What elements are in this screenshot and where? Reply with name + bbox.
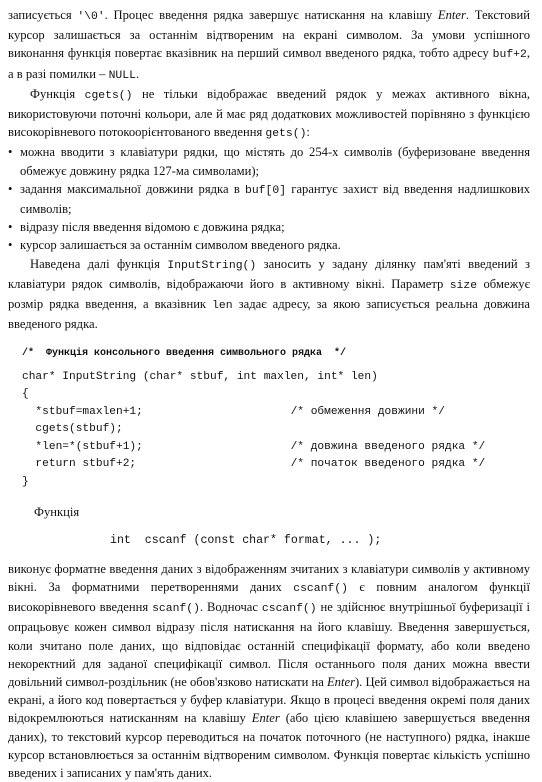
code-line: *len=*(stbuf+1); /* довжина введеного рядка */ <box>22 440 486 453</box>
key-name: Enter <box>251 711 280 726</box>
code-term: size <box>449 279 478 292</box>
code-comment: /* Функція консольного введення символьного рядка */ <box>22 348 347 360</box>
paragraph-2 <box>8 85 530 144</box>
text: відразу після введення відомою є довжина рядка; <box>20 220 285 235</box>
key-name: Enter <box>437 8 466 22</box>
code-term: buf+2 <box>492 49 527 62</box>
code-term: NULL <box>108 69 136 82</box>
text: , а в разі помилки – <box>8 46 530 81</box>
text: ). Цей символ відображається на екрані, а його код повертається у буфер клавіатури. Якщо в процесі введення окремі поля даних відокремлюються натисканням на клавішу <box>8 675 531 726</box>
list-item <box>8 218 530 236</box>
text: курсор залишається за останнім символом введеного рядка. <box>20 238 341 253</box>
text: задання максимальної довжини рядка в <box>20 181 246 196</box>
code-term: len <box>212 300 233 313</box>
code-term: scanf() <box>152 603 200 616</box>
function-label: Функція <box>34 505 80 520</box>
text: гарантує захист від введення надлишкових символів; <box>20 181 530 217</box>
code-term: InputString() <box>167 259 257 272</box>
code-term: cscanf() <box>261 603 317 616</box>
code-line: cgets(stbuf); <box>22 423 123 436</box>
function-declaration: int cscanf (const char* format, ... ); <box>110 533 382 547</box>
text: записується <box>8 8 78 22</box>
code-term: gets() <box>265 128 307 141</box>
text: . Водночас <box>199 600 262 615</box>
list-item <box>8 236 530 254</box>
text: . Текстовий курсор залишається за останнім відтвореним на екрані символом. За умови успішного виконання функція повертає вказівник на перший символ введеного рядка, тобто адресу <box>8 8 530 61</box>
code-term: buf[0] <box>245 184 287 197</box>
text: : <box>306 125 310 140</box>
paragraph-4 <box>8 560 530 782</box>
text: . <box>135 66 140 81</box>
code-listing <box>22 345 530 491</box>
list-item <box>8 180 530 218</box>
code-term: cscanf() <box>293 583 348 596</box>
code-line: char* InputString (char* stbuf, int maxlen, int* len) <box>22 370 378 383</box>
text: не тільки відображає введений рядок у межах активного вікна, використовуючи поточні кольори, але й має ряд додаткових можливостей порівняно з функцією високорівневого потокоорієнтованого введення <box>8 86 530 140</box>
feature-list <box>8 143 530 254</box>
list-item <box>8 143 530 179</box>
code-line: return stbuf+2; /* початок введеного рядка */ <box>22 458 486 471</box>
text: заносить у задану ділянку пам'яті введений з клавіатури рядок символів, відображаючи його в активному вікні. Параметр <box>8 256 530 291</box>
text: . Процес введення рядка завершує натискання на клавішу <box>104 8 438 22</box>
code-term: cgets() <box>84 89 133 102</box>
text: не здійснює внутрішньої буферизації і опрацьовує кожен символ відразу після натискання на його клавішу. Введення завершується, коли зчитано поле даних, що відповідає останній специфікації формату, або коли введено некоректний для заданої специфікації символ. Після останнього поля даних можна ввести довільний символ-роздільник (не обов'язково натискати на <box>8 600 530 690</box>
code-term: '\0' <box>77 11 105 23</box>
text: виконує форматне введення даних з відображенням зчитаних з клавіатури символів у активному вікні. За форматними перетвореннями даних <box>8 561 530 595</box>
key-name: Enter <box>326 675 355 690</box>
text: можна вводити з клавіатури рядки, що містять до 254-х символів (буферизоване введення обмежує довжину рядка 127-ма символами); <box>20 145 530 178</box>
paragraph-3 <box>8 255 530 334</box>
code-line: { <box>22 388 29 401</box>
text: задає адресу, за якою записується реальна довжина введеного рядка. <box>8 297 530 332</box>
code-line: } <box>22 475 29 488</box>
text: обмежує розмір рядка введення, а вказівник <box>8 276 530 312</box>
text: Функція <box>30 86 85 101</box>
code-line: *stbuf=maxlen+1; /* обмеження довжини */ <box>22 405 445 418</box>
text: Наведена далі функція <box>30 256 168 271</box>
text: (або цією клавішею завершується введення даних), то текстовий курсор переводиться на початок поточного (не наступного) рядка, інакше курсор встановлюється за останнім відтвореним символом. Функція повертає кількість успішно введених і записаних у пам'ять даних. <box>8 711 531 781</box>
text: є повним аналогом функції високорівневого введення <box>8 580 530 615</box>
paragraph-1 <box>8 6 530 85</box>
